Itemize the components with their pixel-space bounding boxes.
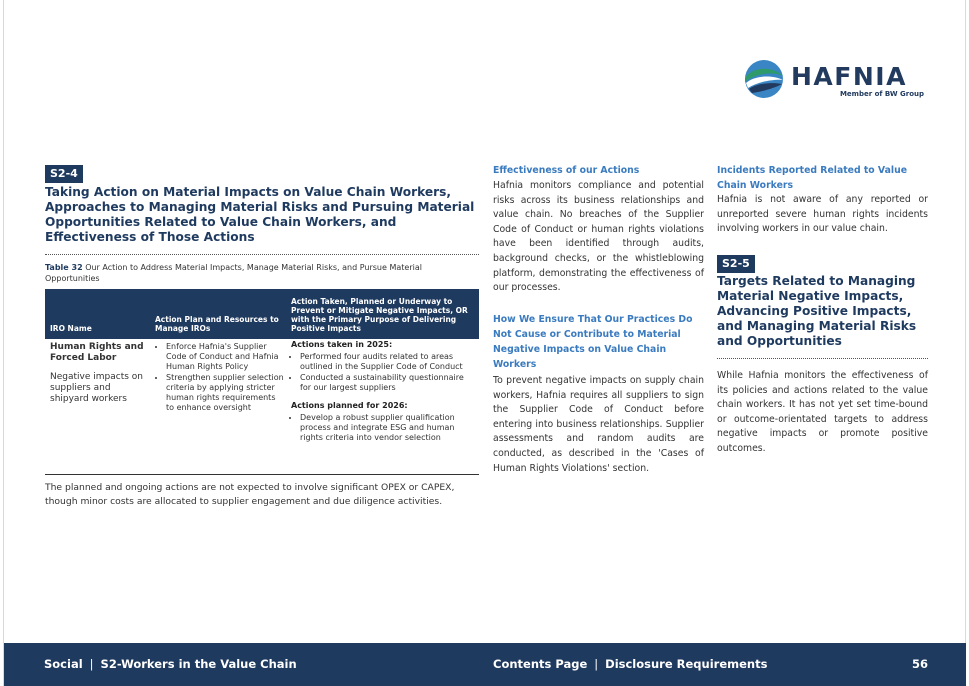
footer-section-link[interactable]: Social xyxy=(44,657,83,671)
cell-iro xyxy=(50,342,150,405)
table-caption xyxy=(45,262,479,284)
footer-bar xyxy=(4,643,966,686)
plan-item: • Strengthen supplier selection criteria by applying stricter human rights requirements to enhance oversight xyxy=(166,373,285,413)
header-iro-name: IRO Name xyxy=(50,324,92,333)
disclosure-requirements-link[interactable]: Disclosure Requirements xyxy=(605,657,768,671)
footer-nav xyxy=(493,657,767,671)
cell-actions xyxy=(291,340,477,444)
plan-item: • Enforce Hafnia's Supplier Code of Conduct and Hafnia Human Rights Policy xyxy=(166,342,285,372)
action-taken-item: • Performed four audits related to areas outlined in the Supplier Code of Conduct xyxy=(300,352,477,372)
ensure-heading: How We Ensure That Our Practices Do Not Cause or Contribute to Material Negative Impacts on Value Chain Workers xyxy=(493,314,693,370)
cost-note: The planned and ongoing actions are not expected to involve significant OPEX or CAPEX, though minor costs are allocated to supplier engagement and due diligence activities. xyxy=(45,482,455,507)
contents-page-link[interactable]: Contents Page xyxy=(493,657,588,671)
table-header xyxy=(45,289,479,339)
incidents-text: Hafnia is not aware of any reported or unreported severe human rights incidents involving workers in our value chain. xyxy=(717,194,928,235)
action-planned-item: • Develop a robust supplier qualification process and integrate ESG and human rights criteria into vendor selection xyxy=(300,413,477,443)
s2-5-title: Targets Related to Managing Material Negative Impacts, Advancing Positive Impacts, and Managing Material Risks and Opportunities xyxy=(717,274,917,348)
header-action-plan: Action Plan and Resources to Manage IROs xyxy=(155,315,279,333)
s2-5-badge: S2-5 xyxy=(717,255,755,273)
logo-subtitle: Member of BW Group xyxy=(839,90,924,98)
header-action-taken: Action Taken, Planned or Underway to Prevent or Mitigate Negative Impacts, OR with the Primary Purpose of Delivering Positive Impacts xyxy=(291,297,468,333)
effectiveness-heading: Effectiveness of our Actions xyxy=(493,165,640,176)
page-number: 56 xyxy=(912,657,929,671)
hafnia-logo xyxy=(743,58,928,102)
table-caption-label: Table 32 xyxy=(45,263,83,272)
table-row xyxy=(45,339,479,475)
table-caption-text: Our Action to Address Material Impacts, Manage Material Risks, and Pursue Material Opportunities xyxy=(45,263,422,283)
separator: | xyxy=(594,657,599,671)
iro-description: Negative impacts on suppliers and shipyard workers xyxy=(50,372,143,404)
actions-planned-heading: Actions planned for 2026: xyxy=(291,401,408,410)
logo-wordmark: HAFNIA xyxy=(791,62,907,91)
actions-taken-heading: Actions taken in 2025: xyxy=(291,340,393,349)
s2-4-title: Taking Action on Material Impacts on Value Chain Workers, Approaches to Managing Material Risks and Pursuing Material Opportunities Related to Value Chain Workers, and Effectiveness of Those Actions xyxy=(45,185,475,244)
footer-breadcrumb xyxy=(44,657,297,671)
iro-name: Human Rights and Forced Labor xyxy=(50,342,144,363)
s2-4-badge: S2-4 xyxy=(45,165,83,183)
divider xyxy=(717,358,928,359)
hafnia-globe-icon xyxy=(743,58,785,100)
effectiveness-text: Hafnia monitors compliance and potential risks across its business relationships and value chain. No breaches of the Supplier Code of Conduct or human rights violations have been identified through audits, background checks, or the whistleblowing platform, demonstrating the effectiveness of our processes. xyxy=(493,180,704,294)
footer-chapter-link[interactable]: S2-Workers in the Value Chain xyxy=(100,657,297,671)
ensure-text: To prevent negative impacts on supply chain workers, Hafnia requires all suppliers to sign the Supplier Code of Conduct before entering into business relationships. Supplier assessments and random audits are conducted, as described in the 'Cases of Human Rights Violations' section. xyxy=(493,375,704,474)
divider xyxy=(45,254,479,255)
s2-5-text: While Hafnia monitors the effectiveness of its policies and actions related to the value chain workers. It has not yet set time-bound or outcome-orientated targets to address negative impacts or promote positive outcomes. xyxy=(717,370,928,454)
separator: | xyxy=(89,657,94,671)
incidents-heading: Incidents Reported Related to Value Chain Workers xyxy=(717,165,908,191)
cell-plan xyxy=(157,342,285,414)
action-taken-item: • Conducted a sustainability questionnaire for our largest suppliers xyxy=(300,373,477,393)
